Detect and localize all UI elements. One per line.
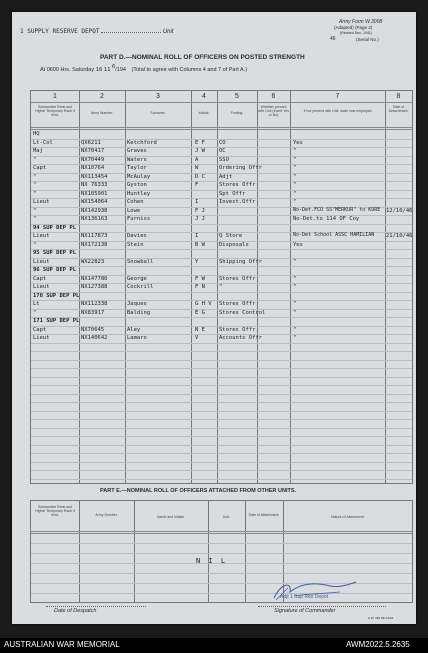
col-num-1: 1	[53, 93, 57, 100]
print-code: A.W. 384 Mil 12/44	[368, 616, 394, 620]
form-revised: (Revised Dec. 1941)	[340, 31, 372, 35]
row-rank-cell: "	[33, 207, 37, 214]
row-num-cell: NX112338	[81, 301, 108, 307]
part-d-table	[30, 90, 413, 484]
adjutant-stamp: Adjt 1 Sup Res Depot	[280, 594, 329, 600]
e-header-name: Name and Initials.	[156, 515, 185, 519]
row-post-cell: Ordering Offr	[219, 165, 263, 171]
row-post-cell: "	[219, 284, 223, 290]
row-note-cell: "	[293, 335, 297, 341]
row-name-cell: George	[127, 275, 147, 282]
row-num-cell: NX70449	[81, 156, 105, 163]
col-header-rank: Substantive Rank and Higher Temporary Rank if held.	[35, 105, 75, 117]
row-num-cell: WX22823	[81, 258, 105, 265]
row-num-cell: NX147780	[81, 275, 108, 282]
row-post-cell: Stores Offr	[219, 301, 256, 307]
row-post-cell: Disposals	[219, 241, 249, 248]
part-d-title: PART D.—NOMINAL ROLL OF OFFICERS ON POSTED STRENGTH	[100, 54, 305, 61]
row-rank-cell: Lieut	[33, 233, 50, 239]
row-num-cell: NX140642	[81, 335, 108, 341]
date-of-despatch-label: Date of Despatch	[54, 608, 97, 614]
row-init-cell: A	[195, 156, 199, 163]
row-num-cell: NX83917	[81, 309, 105, 316]
row-init-cell: F N	[195, 284, 205, 290]
row-init-cell: N E	[195, 326, 205, 333]
row-post-cell: SSO	[219, 156, 229, 163]
col-num-3: 3	[156, 93, 160, 100]
row-note-cell: "	[293, 275, 297, 282]
row-name-cell: Stein	[127, 241, 144, 248]
row-post-cell: Accounts Offr	[219, 335, 263, 341]
row-date-cell: 21/10/46	[386, 233, 413, 239]
row-rank-cell: "	[33, 190, 37, 197]
row-name-cell: Cohen	[127, 199, 144, 205]
col-num-6: 6	[271, 93, 276, 100]
col-header-surname: Surname.	[150, 111, 166, 115]
row-init-cell: I	[195, 233, 199, 239]
row-post-cell: OC	[219, 148, 226, 154]
row-rank-cell: Capt	[33, 275, 47, 282]
row-rank-cell: Lieut	[33, 258, 50, 265]
caption-left: AUSTRALIAN WAR MEMORIAL	[4, 640, 120, 649]
col-num-7: 7	[335, 93, 340, 100]
row-note-cell: Yes	[293, 241, 303, 248]
row-note-cell: "	[293, 258, 297, 265]
row-num-cell: NX70417	[81, 148, 105, 154]
e-header-rank: Substantive Rank and Higher Temporary Rank if held.	[35, 505, 75, 517]
row-init-cell: B W	[195, 241, 205, 248]
row-init-cell: E G	[195, 309, 205, 316]
row-rank-cell: "	[33, 241, 37, 248]
row-rank-cell: 94 SUP DEP PL	[33, 224, 77, 231]
row-name-cell: McAulay	[127, 173, 151, 180]
row-name-cell: Cockrill	[127, 284, 154, 290]
col-header-posting: Posting.	[230, 111, 244, 115]
row-num-cell: NX136163	[81, 216, 108, 222]
signature-of-commander-label: Signature of Commander	[274, 608, 336, 614]
row-init-cell: I	[195, 199, 199, 205]
e-header-nature: Nature of Attachment.	[331, 515, 365, 519]
row-note-cell: "	[293, 284, 297, 290]
col-num-5: 5	[235, 93, 239, 100]
unit-line: 1 SUPPLY RESERVE DEPOT Unit	[20, 28, 174, 35]
col-header-army-number: Army Number.	[90, 111, 114, 115]
col-num-8: 8	[396, 93, 401, 100]
row-note-cell: No-Det.FCO SS"MERKUR" to KURE	[293, 206, 381, 213]
row-num-cell: NX127388	[81, 284, 108, 290]
e-header-date-attachment: Date of Attachment.	[248, 513, 280, 517]
caption-right: AWM2022.5.2635	[346, 640, 410, 649]
row-name-cell: Gyston	[127, 182, 147, 188]
row-num-cell: NX 76333	[81, 182, 108, 188]
row-post-cell: Adjt	[219, 173, 233, 180]
serial-label: (Serial No.)	[356, 37, 379, 42]
row-rank-cell: HQ	[33, 131, 40, 137]
row-note-cell: "	[293, 173, 297, 180]
row-note-cell: "	[293, 148, 297, 154]
serial-value: 46	[330, 36, 336, 42]
row-date-cell: 12/10/46	[386, 207, 413, 214]
row-num-cell: NX117873	[81, 233, 108, 239]
form-title: Army Form W.3008	[339, 19, 383, 25]
row-note-cell: "	[293, 182, 297, 188]
col-header-initials: Initials.	[198, 111, 210, 115]
row-init-cell: F J	[195, 207, 205, 214]
part-d-date: At 0600 Hrs. Saturday 16 11 6/194 (Total to agree with Columns 4 and 7 of Part A.)	[40, 64, 248, 73]
row-note-cell: "	[293, 190, 297, 197]
row-rank-cell: "	[33, 156, 37, 163]
col-num-4: 4	[202, 93, 206, 100]
row-num-cell: NX113454	[81, 173, 108, 180]
row-rank-cell: Lieut	[33, 335, 50, 341]
row-num-cell: WX154064	[81, 199, 108, 205]
row-note-cell: No-Det.to 114 OF Coy	[293, 216, 360, 222]
row-name-cell: Furniss	[127, 216, 151, 222]
row-num-cell: QX6211	[81, 139, 101, 146]
part-e-title: PART E.—NOMINAL ROLL OF OFFICERS ATTACHED FROM OTHER UNITS.	[100, 488, 297, 494]
archive-caption	[0, 638, 428, 653]
row-rank-cell: "	[33, 173, 37, 180]
row-post-cell: Stores Offr	[219, 182, 256, 188]
row-post-cell: Spt Offr	[219, 190, 246, 197]
row-init-cell: J W	[195, 148, 205, 154]
row-post-cell: Stores Offr	[219, 275, 256, 282]
row-rank-cell: Lieut	[33, 199, 50, 205]
row-rank-cell: Lt	[33, 301, 40, 307]
row-num-cell: NX105901	[81, 190, 108, 197]
row-rank-cell: Lt-Col	[33, 139, 53, 146]
document-sheet	[12, 12, 416, 624]
row-name-cell: Jaques	[127, 301, 147, 307]
row-note-cell: "	[293, 301, 297, 307]
row-name-cell: Lamaro	[127, 335, 147, 341]
row-post-cell: Q Store	[219, 233, 243, 239]
row-note-cell: Yes	[293, 139, 303, 146]
row-rank-cell: Lieut	[33, 284, 50, 290]
row-post-cell: Shipping Offr	[219, 258, 263, 265]
row-rank-cell: "	[33, 309, 37, 316]
row-post-cell: Stores Offr	[219, 326, 256, 333]
row-rank-cell: 170 SUP DEP PL	[33, 292, 80, 299]
row-rank-cell: 96 SUP DEP PL	[33, 267, 77, 273]
row-name-cell: Aley	[127, 326, 141, 333]
row-post-cell: CO	[219, 139, 226, 146]
row-post-cell: Stores Control	[219, 309, 266, 316]
e-header-army-number: Army Number.	[95, 513, 118, 517]
row-init-cell: F W	[195, 275, 205, 282]
row-name-cell: Lowe	[127, 207, 141, 214]
row-rank-cell: Capt	[33, 326, 47, 333]
row-num-cell: NX172138	[81, 241, 108, 248]
col-header-employment: If not present with Unit, state how employed.	[303, 109, 373, 113]
row-init-cell: Y	[195, 258, 199, 265]
row-note-cell: "	[293, 199, 297, 205]
row-note-cell: "	[293, 326, 297, 333]
row-name-cell: Waters	[127, 156, 147, 163]
row-rank-cell: Capt	[33, 165, 47, 171]
row-name-cell: Graves	[127, 148, 147, 154]
col-num-2: 2	[100, 93, 104, 100]
row-note-cell: "	[293, 309, 297, 316]
row-num-cell: NX70645	[81, 326, 105, 333]
row-name-cell: Huntley	[127, 190, 151, 197]
row-num-cell: NX142938	[81, 207, 108, 214]
part-e-nil: N I L	[196, 557, 228, 565]
row-name-cell: Taylor	[127, 165, 147, 171]
row-rank-cell: "	[33, 182, 37, 188]
row-rank-cell: Maj	[33, 148, 43, 154]
row-name-cell: Davies	[127, 233, 147, 239]
row-name-cell: Balding	[127, 309, 151, 316]
e-header-unit: Unit.	[222, 515, 231, 519]
col-header-detachment-date: Date of Detachment.	[388, 105, 409, 113]
row-note-cell: No-Det School ASSC HAMILIAN	[293, 232, 375, 238]
row-note-cell: "	[293, 156, 297, 163]
row-rank-cell: "	[33, 216, 37, 222]
row-init-cell: V	[195, 335, 199, 341]
row-rank-cell: 171 SUP DEP PL	[33, 318, 80, 324]
col-header-present: Whether present with Unit (Insert Yes or No)	[258, 105, 289, 117]
row-init-cell: D C	[195, 173, 205, 180]
form-adapted: (Adapted) (Page 2)	[334, 25, 373, 30]
row-post-cell: Invest.Offr	[219, 199, 256, 205]
row-init-cell: J J	[195, 216, 205, 222]
row-init-cell: W	[195, 165, 199, 171]
row-name-cell: Snowball	[127, 258, 154, 265]
row-num-cell: NX10764	[81, 165, 105, 171]
row-rank-cell: 95 SUP DEP PL	[33, 250, 77, 256]
row-name-cell: Ketchford	[127, 139, 157, 146]
commander-signature-icon	[270, 578, 360, 604]
row-init-cell: F	[195, 182, 199, 188]
row-init-cell: G H V	[195, 301, 212, 307]
row-note-cell: "	[293, 165, 297, 171]
row-init-cell: E F	[195, 139, 205, 146]
